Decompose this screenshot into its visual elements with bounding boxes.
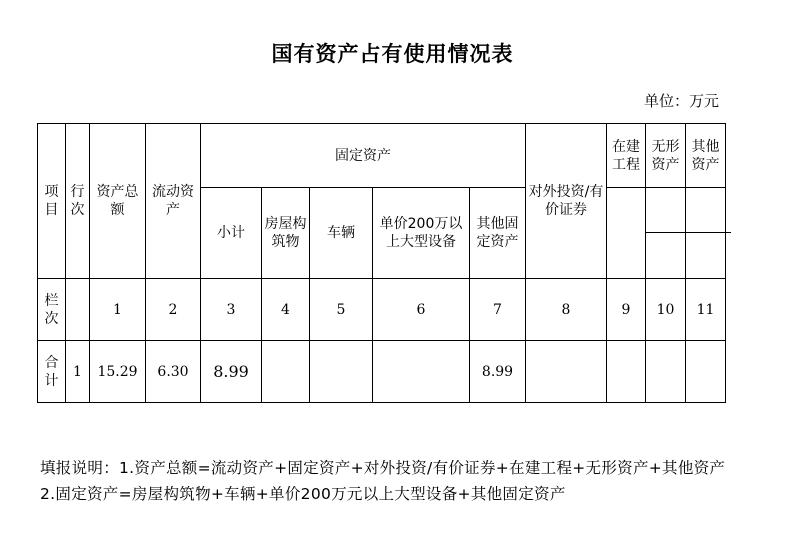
column-index-9: 9 [607, 279, 646, 341]
header-subtotal: 小计 [201, 188, 262, 279]
header-other-assets: 其他资产 [686, 124, 726, 188]
total-assets-value: 15.29 [90, 341, 146, 403]
header-other-fixed: 其他固定资产 [470, 188, 526, 279]
header-vehicles: 车辆 [310, 188, 373, 279]
column-index-blank [66, 279, 90, 341]
column-index-7: 7 [470, 279, 526, 341]
vehicles-value [310, 341, 373, 403]
other-fixed-value: 8.99 [470, 341, 526, 403]
construction-value [607, 341, 646, 403]
header-current-assets: 流动资产 [146, 124, 201, 279]
column-index-8: 8 [526, 279, 607, 341]
header-other-assets-blank-2 [686, 233, 726, 279]
column-index-11: 11 [686, 279, 726, 341]
other-assets-value [686, 341, 726, 403]
header-construction-blank [607, 188, 646, 279]
column-index-10: 10 [646, 279, 686, 341]
header-row-no: 行次 [66, 124, 90, 279]
filling-notes: 填报说明：1.资产总额=流动资产+固定资产+对外投资/有价证券+在建工程+无形资产+其他资产 2.固定资产=房屋构筑物+车辆+单价200万元以上大型设备+其他固定资产 [40, 459, 726, 503]
page-title: 国有资产占有使用情况表 [271, 42, 514, 66]
header-fixed-assets: 固定资产 [201, 124, 526, 188]
table-divider-line [649, 232, 731, 233]
header-buildings: 房屋构筑物 [262, 188, 310, 279]
fixed-subtotal-value: 8.99 [201, 341, 262, 403]
current-assets-value: 6.30 [146, 341, 201, 403]
column-index-3: 3 [201, 279, 262, 341]
total-row-no: 1 [66, 341, 90, 403]
investments-value [526, 341, 607, 403]
asset-usage-table [37, 123, 726, 403]
unit-label: 单位：万元 [644, 92, 720, 110]
buildings-value [262, 341, 310, 403]
header-item: 项目 [38, 124, 66, 279]
column-index-label: 栏次 [38, 279, 66, 341]
large-equipment-value [373, 341, 470, 403]
header-investments: 对外投资/有价证券 [526, 124, 607, 279]
column-index-1: 1 [90, 279, 146, 341]
total-row-label: 合计 [38, 341, 66, 403]
header-intangible: 无形资产 [646, 124, 686, 188]
column-index-6: 6 [373, 279, 470, 341]
header-large-equipment: 单价200万以上大型设备 [373, 188, 470, 279]
header-total-assets: 资产总额 [90, 124, 146, 279]
header-intangible-blank [646, 188, 686, 233]
header-intangible-blank-2 [646, 233, 686, 279]
column-index-5: 5 [310, 279, 373, 341]
header-construction: 在建工程 [607, 124, 646, 188]
header-other-assets-blank [686, 188, 726, 233]
column-index-4: 4 [262, 279, 310, 341]
column-index-2: 2 [146, 279, 201, 341]
intangible-value [646, 341, 686, 403]
